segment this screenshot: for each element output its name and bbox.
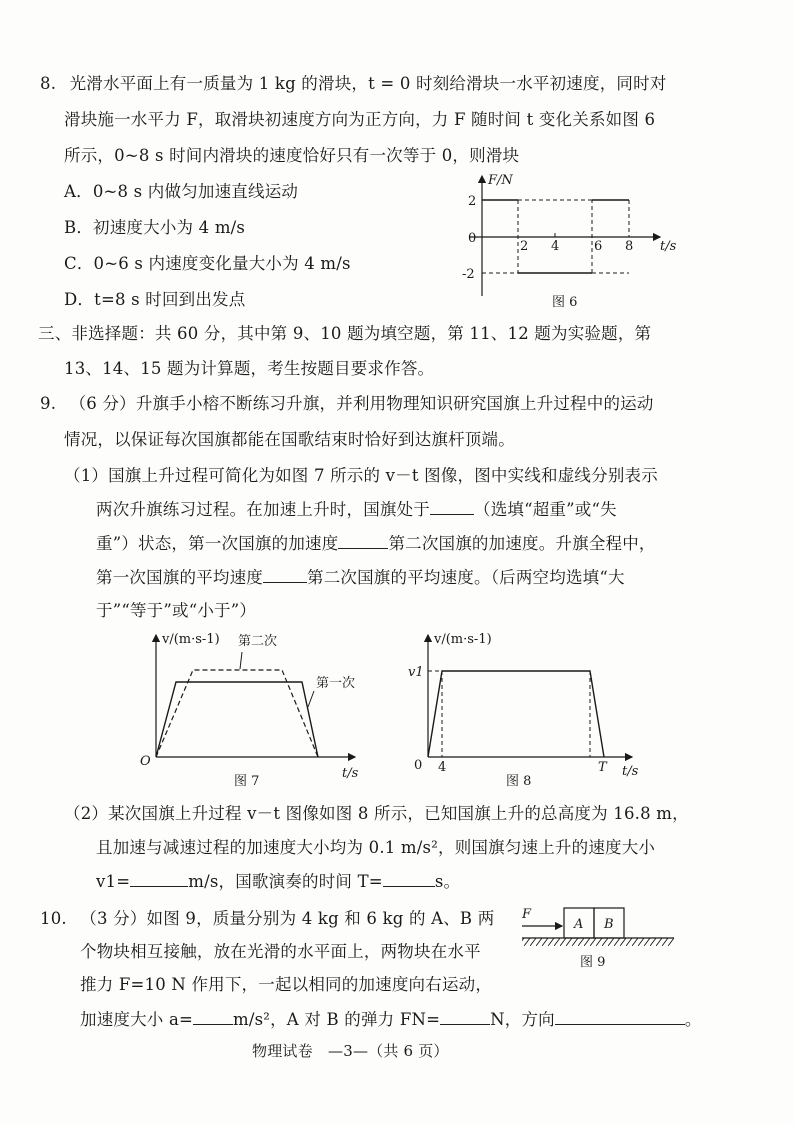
q8-option-c: C．0~6 s 内速度变化量大小为 4 m/s	[64, 254, 351, 273]
fig6-xtick-6: 6	[594, 239, 603, 254]
fig8-xtick-T: T	[598, 760, 607, 775]
answer-blank-a[interactable]	[193, 1010, 233, 1025]
q9-part1-text-3a: 重”）状态，第一次国旗的加速度	[96, 534, 339, 553]
q10-line-3: 推力 F=10 N 作用下，一起以相同的加速度向右运动，	[80, 975, 493, 994]
q9-part1-line-5: 于”“等于”或“小于”）	[96, 601, 257, 620]
fig8-velocity-line	[428, 671, 604, 757]
fig8-ytick-v1: v1	[408, 665, 424, 680]
q9-line-2: 情况，以保证每次国旗都能在国歌结束时恰好到达旗杆顶端。	[64, 430, 515, 449]
fig9-caption: 图 9	[580, 955, 606, 970]
fig7-origin: O	[140, 754, 151, 769]
q10-text-4c: N，方向	[490, 1010, 555, 1029]
q9-text-1: （6 分）升旗手小榕不断练习升旗，并利用物理知识研究国旗上升过程中的运动	[69, 394, 654, 413]
q9-part2-text-3c: s。	[434, 872, 461, 891]
q9-part1-line-3	[96, 530, 656, 554]
fig8-xlabel: t/s	[622, 764, 639, 779]
answer-blank-T[interactable]	[383, 872, 435, 887]
fig7-label-first: 第一次	[316, 676, 356, 691]
q9-part1-text-2a: 两次升旗练习过程。在加速上升时，国旗处于	[96, 500, 430, 519]
q10-line-2: 个物块相互接触，放在光滑的水平面上，两物块在水平	[80, 942, 481, 961]
fig6-xtick-8: 8	[625, 239, 634, 254]
q8-line-3: 所示，0~8 s 时间内滑块的速度恰好只有一次等于 0，则滑块	[64, 146, 520, 165]
fig8-ylabel: v/(m·s-1)	[434, 632, 492, 647]
fig9-block-b-label: B	[604, 917, 614, 932]
q8-number: 8.	[40, 74, 57, 93]
q9-part1-text-3b: 第二次国旗的加速度。升旗全程中，	[388, 534, 656, 553]
q9-part2-text-3b: m/s，国歌演奏的时间 T=	[188, 872, 383, 891]
fig6-xtick-2: 2	[520, 239, 529, 254]
answer-blank-state[interactable]	[430, 500, 474, 515]
q8-option-a: A．0~8 s 内做匀加速直线运动	[64, 182, 299, 201]
section3-line-2: 13、14、15 题为计算题，考生按题目要求作答。	[64, 359, 435, 378]
q9-part1-line-2	[96, 496, 617, 520]
fig7-first-run	[156, 682, 318, 757]
q10-line-1	[40, 905, 494, 929]
q10-text-1: （3 分）如图 9，质量分别为 4 kg 和 6 kg 的 A、B 两	[80, 909, 495, 928]
fig6-caption: 图 6	[552, 295, 578, 310]
fig9-force-label: F	[522, 907, 532, 922]
fig7-ylabel: v/(m·s-1)	[162, 632, 220, 647]
fig7-xlabel: t/s	[342, 766, 359, 781]
q8-option-d: D．t=8 s 时回到出发点	[64, 290, 246, 309]
fig6-ytick-2: 2	[468, 194, 477, 209]
q9-part2-line-1: （2）某次国旗上升过程 v－t 图像如图 8 所示，已知国旗上升的总高度为 16.8 m，	[64, 804, 689, 823]
q9-part2-text-3a: v1=	[96, 872, 131, 891]
figure-7	[130, 625, 370, 790]
answer-blank-v1[interactable]	[130, 872, 188, 887]
fig6-ytick-0: 0	[468, 231, 477, 246]
q10-text-4d: 。	[684, 1010, 702, 1029]
q9-part1-line-1: （1）国旗上升过程可简化为如图 7 所示的 v－t 图像，图中实线和虚线分别表示	[64, 466, 658, 485]
fig7-second-run	[156, 670, 318, 757]
q9-part1-text-4a: 第一次国旗的平均速度	[96, 568, 263, 587]
fig8-xtick-4: 4	[438, 760, 447, 775]
fig6-xtick-4: 4	[551, 239, 560, 254]
figure-8	[400, 625, 650, 790]
q10-text-4b: m/s²，A 对 B 的弹力 FN=	[233, 1010, 441, 1029]
answer-blank-avg-velocity[interactable]	[263, 568, 307, 583]
fig9-ground-hatch	[522, 938, 674, 946]
fig9-block-a-label: A	[574, 917, 584, 932]
fig8-caption: 图 8	[506, 774, 532, 789]
q10-number: 10.	[40, 909, 67, 928]
section3-line-1: 三、非选择题：共 60 分，其中第 9、10 题为填空题，第 11、12 题为实验题，第	[38, 324, 652, 343]
answer-blank-acceleration[interactable]	[338, 534, 388, 549]
q9-number: 9.	[40, 394, 57, 413]
fig6-ytick-neg2: -2	[462, 267, 475, 282]
fig6-ylabel: F/N	[488, 173, 513, 188]
page-footer: 物理试卷 —3—（共 6 页）	[252, 1042, 449, 1060]
q9-part2-line-2: 且加速与减速过程的加速度大小均为 0.1 m/s²，则国旗匀速上升的速度大小	[96, 838, 656, 857]
q9-line-1	[40, 390, 654, 414]
fig7-caption: 图 7	[234, 774, 260, 789]
answer-blank-direction[interactable]	[555, 1010, 685, 1025]
q8-line-1	[40, 70, 667, 94]
q9-part1-text-4b: 第二次国旗的平均速度。（后两空均选填“大	[307, 568, 625, 587]
fig7-label-second: 第二次	[238, 634, 278, 649]
q9-part1-line-4	[96, 564, 625, 588]
q10-line-4	[80, 1006, 702, 1030]
fig6-xlabel: t/s	[660, 239, 677, 254]
q9-part1-text-2b: （选填“超重”或“失	[474, 500, 617, 519]
figure-9	[518, 898, 678, 974]
q9-part2-line-3	[96, 868, 460, 892]
figure-6	[430, 168, 680, 318]
fig8-origin: 0	[414, 758, 423, 773]
q8-text-1: 光滑水平面上有一质量为 1 kg 的滑块，t = 0 时刻给滑块一水平初速度，同时对	[69, 74, 667, 93]
q8-option-b: B．初速度大小为 4 m/s	[64, 218, 246, 237]
q10-text-4a: 加速度大小 a=	[80, 1010, 194, 1029]
q8-line-2: 滑块施一水平力 F，取滑块初速度方向为正方向，力 F 随时间 t 变化关系如图 6	[64, 110, 656, 129]
answer-blank-fn[interactable]	[440, 1010, 490, 1025]
